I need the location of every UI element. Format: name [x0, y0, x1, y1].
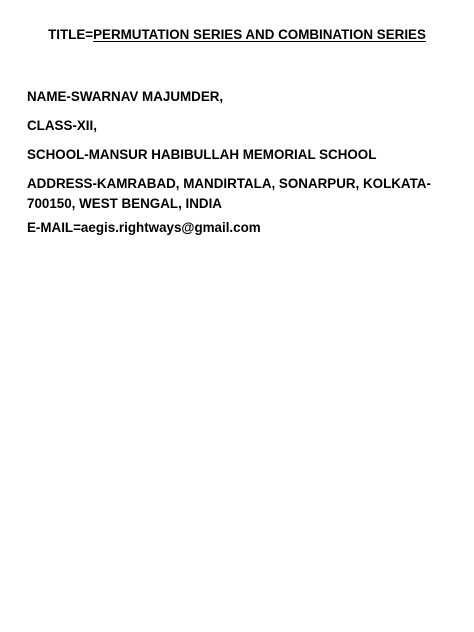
- student-address: ADDRESS-KAMRABAD, MANDIRTALA, SONARPUR, KOLKATA-700150, WEST BENGAL, INDIA: [27, 176, 431, 211]
- title-prefix: TITLE=: [48, 27, 94, 42]
- student-class: CLASS-XII,: [27, 118, 97, 133]
- title-text: PERMUTATION SERIES AND COMBINATION SERIES: [93, 27, 426, 42]
- student-name: NAME-SWARNAV MAJUMDER,: [27, 89, 224, 104]
- student-email: E-MAIL=aegis.rightways@gmail.com: [27, 220, 261, 235]
- student-details: [27, 87, 437, 247]
- document-title: [0, 27, 474, 42]
- student-school: SCHOOL-MANSUR HABIBULLAH MEMORIAL SCHOOL: [27, 147, 377, 162]
